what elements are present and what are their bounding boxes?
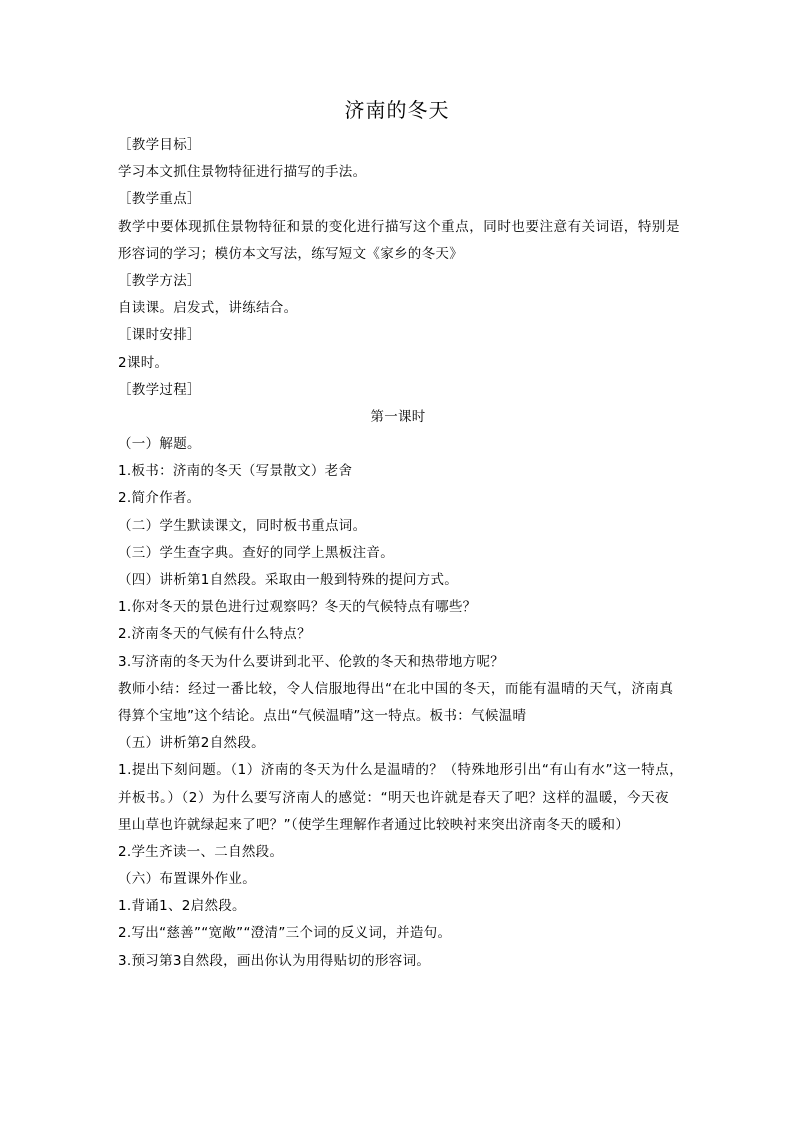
lesson-heading: 第一课时 <box>370 408 426 425</box>
paragraph: 并板书。）（2）为什么要写济南人的感觉：“明天也许就是春天了吧？这样的温暖，今天夜 <box>118 789 670 806</box>
paragraph: 2.学生齐读一、二自然段。 <box>118 843 284 860</box>
paragraph: （四）讲析第1自然段。采取由一般到特殊的提问方式。 <box>118 572 459 588</box>
document-body <box>118 132 684 975</box>
paragraph: 1.提出下刻问题。（1）济南的冬天为什么是温晴的？（特殊地形引出“有山有水”这一特点， <box>118 762 684 779</box>
paragraph: 2.简介作者。 <box>118 490 201 507</box>
paragraph: 2.济南冬天的气候有什么特点？ <box>118 626 311 643</box>
paragraph: 1.背诵1、2启然段。 <box>118 898 246 915</box>
paragraph: 里山草也许就绿起来了吧？”（使学生理解作者通过比较映衬来突出济南冬天的暖和） <box>118 816 630 833</box>
paragraph: 学习本文抓住景物特征进行描写的手法。 <box>118 164 367 181</box>
paragraph: 1.板书：济南的冬天（写景散文）老舍 <box>118 463 353 480</box>
document-title: 济南的冬天 <box>344 98 450 122</box>
paragraph: （五）讲析第2自然段。 <box>118 735 265 752</box>
paragraph: 2.写出“慈善”“宽敞”“澄清”三个词的反义词，并造句。 <box>118 925 452 942</box>
paragraph: （三）学生查字典。查好的同学上黑板注音。 <box>118 544 394 561</box>
section-heading-schedule: ［课时安排］ <box>118 327 201 344</box>
paragraph: 教学中要体现抓住景物特征和景的变化进行描写这个重点，同时也要注意有关词语，特别是 <box>118 218 680 235</box>
paragraph: 得算个宝地”这个结论。点出“气候温晴”这一特点。板书：气候温晴 <box>118 707 527 724</box>
section-heading-method: ［教学方法］ <box>118 272 201 289</box>
section-heading-goals: ［教学目标］ <box>118 137 201 153</box>
paragraph: 形容词的学习；模仿本文写法，练写短文《家乡的冬天》 <box>118 245 463 262</box>
section-heading-focus: ［教学重点］ <box>118 191 201 208</box>
paragraph: 3.预习第3自然段，画出你认为用得贴切的形容词。 <box>118 952 431 969</box>
paragraph: （六）布置课外作业。 <box>118 871 256 888</box>
paragraph: 自读课。启发式，讲练结合。 <box>118 300 298 317</box>
paragraph: （一）解题。 <box>118 436 201 453</box>
paragraph: （二）学生默读课文，同时板书重点词。 <box>118 517 367 534</box>
paragraph: 2课时。 <box>118 354 169 371</box>
paragraph: 3.写济南的冬天为什么要讲到北平、伦敦的冬天和热带地方呢？ <box>118 653 505 670</box>
paragraph: 教师小结：经过一番比较，令人信服地得出“在北中国的冬天，而能有温晴的天气，济南真 <box>118 680 674 697</box>
section-heading-process: ［教学过程］ <box>118 381 201 398</box>
paragraph: 1.你对冬天的景色进行过观察吗？冬天的气候特点有哪些？ <box>118 599 477 616</box>
